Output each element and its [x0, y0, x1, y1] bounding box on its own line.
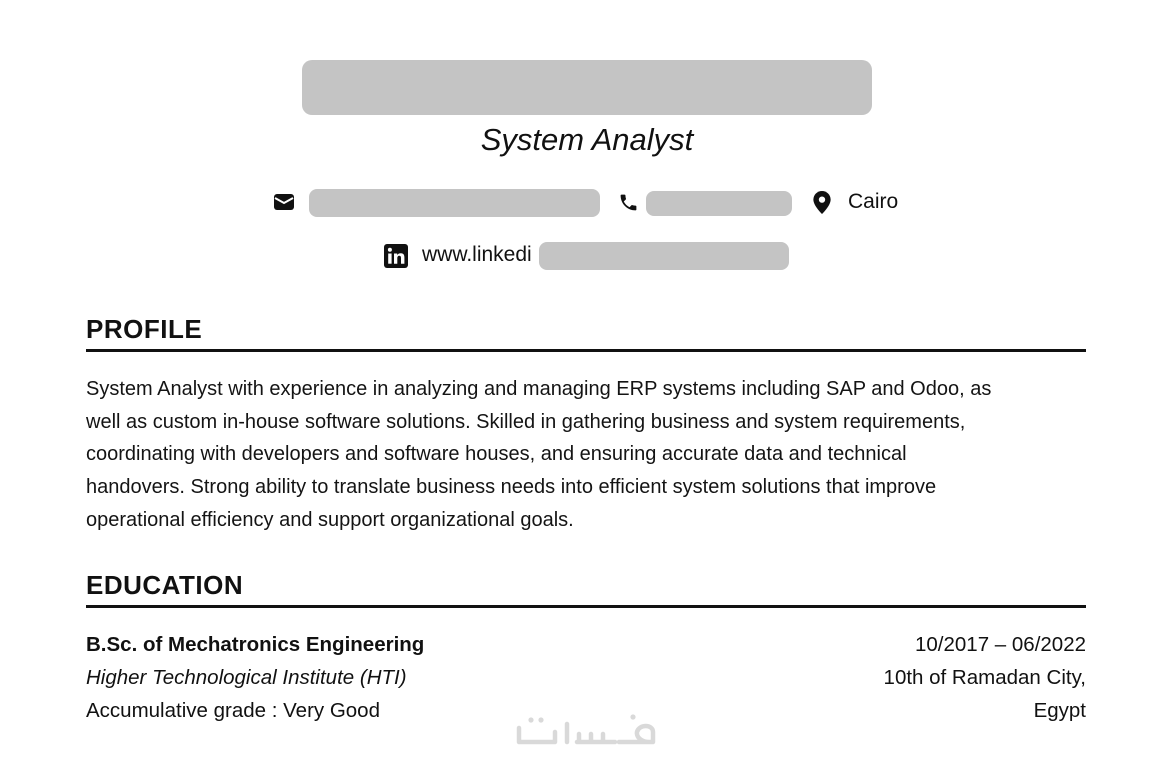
redacted-phone [646, 191, 792, 216]
job-title: System Analyst [480, 122, 694, 157]
linkedin-icon [384, 244, 408, 268]
contact-row [0, 186, 1174, 220]
education-heading: EDUCATION [86, 570, 1086, 608]
institute-name: Higher Technological Institute (HTI) [86, 666, 407, 689]
redacted-name [302, 60, 872, 115]
redacted-linkedin-url [539, 242, 789, 270]
education-location-line1: 10th of Ramadan City, [883, 666, 1086, 689]
envelope-icon [274, 194, 294, 210]
profile-heading: PROFILE [86, 314, 1086, 352]
phone-icon [618, 192, 639, 213]
profile-line: operational efficiency and support organizational goals. [86, 508, 574, 531]
education-location-line2: Egypt [1033, 699, 1086, 722]
khamsat-watermark-logo [515, 712, 657, 752]
profile-line: handovers. Strong ability to translate business needs into efficient system solutions that improve [86, 476, 937, 499]
linkedin-row [0, 240, 1174, 272]
degree-title: B.Sc. of Mechatronics Engineering [86, 633, 425, 656]
city-text: Cairo [848, 190, 899, 213]
grade-text: Accumulative grade : Very Good [86, 699, 380, 722]
profile-line: well as custom in-house software solutions. Skilled in gathering business and system requirements, [86, 410, 966, 433]
profile-summary [86, 373, 1086, 537]
redacted-email [309, 189, 600, 217]
education-dates: 10/2017 – 06/2022 [915, 633, 1086, 656]
map-pin-icon [813, 191, 831, 214]
profile-line: System Analyst with experience in analyzing and managing ERP systems including SAP and Odoo, as [86, 378, 992, 400]
linkedin-url[interactable]: www.linkedi [422, 243, 532, 266]
profile-line: coordinating with developers and software houses, and ensuring accurate data and technical [86, 443, 907, 466]
